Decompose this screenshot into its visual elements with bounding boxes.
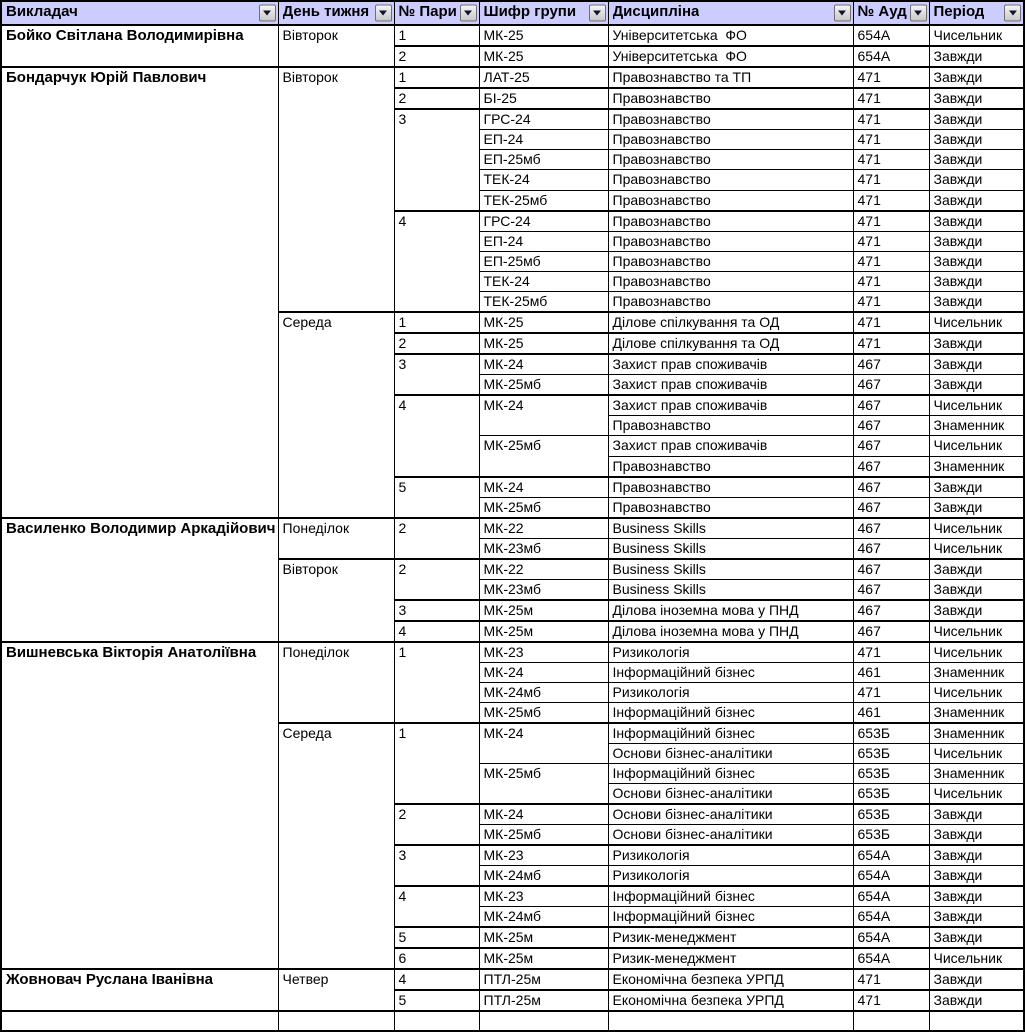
column-header-label: Викладач bbox=[6, 2, 78, 20]
period-cell[interactable]: Чисельник bbox=[929, 642, 1024, 663]
dropdown-arrow-icon bbox=[464, 11, 472, 16]
period-cell[interactable]: Завжди bbox=[929, 190, 1024, 211]
room-cell[interactable]: 471 bbox=[853, 67, 929, 88]
group-code-cell[interactable]: МК-24мб bbox=[479, 682, 608, 702]
period-cell[interactable]: Завжди bbox=[929, 497, 1024, 518]
discipline-cell[interactable]: Business Skills bbox=[608, 559, 853, 580]
discipline-cell[interactable]: Ділова іноземна мова у ПНД bbox=[608, 621, 853, 642]
discipline-cell[interactable]: Інформаційний бізнес bbox=[608, 907, 853, 928]
group-code-cell[interactable]: МК-25мб bbox=[479, 825, 608, 846]
filter-button-period[interactable] bbox=[1004, 5, 1021, 22]
pair-number-cell[interactable]: 2 bbox=[394, 518, 479, 559]
group-code-cell[interactable]: МК-22 bbox=[479, 559, 608, 580]
room-cell[interactable]: 467 bbox=[853, 497, 929, 518]
period-cell[interactable]: Завжди bbox=[929, 600, 1024, 621]
discipline-cell[interactable]: Правознавство bbox=[608, 170, 853, 190]
discipline-cell[interactable]: Правознавство bbox=[608, 292, 853, 313]
group-code-cell[interactable]: МК-24мб bbox=[479, 907, 608, 928]
group-code-cell[interactable]: МК-25 bbox=[479, 312, 608, 333]
pair-number-cell[interactable]: 3 bbox=[394, 600, 479, 621]
room-cell[interactable]: 467 bbox=[853, 456, 929, 477]
room-cell[interactable]: 467 bbox=[853, 621, 929, 642]
group-code-cell[interactable]: МК-25мб bbox=[479, 764, 608, 805]
room-cell[interactable]: 471 bbox=[853, 312, 929, 333]
group-code-cell[interactable]: МК-24 bbox=[479, 804, 608, 825]
room-cell[interactable]: 467 bbox=[853, 395, 929, 416]
room-cell[interactable]: 471 bbox=[853, 130, 929, 150]
period-cell[interactable]: Завжди bbox=[929, 109, 1024, 130]
day-cell[interactable]: Понеділок bbox=[278, 642, 394, 723]
room-cell[interactable]: 471 bbox=[853, 109, 929, 130]
teacher-cell[interactable] bbox=[1, 1011, 278, 1031]
pair-number-cell[interactable]: 1 bbox=[394, 67, 479, 88]
discipline-cell[interactable] bbox=[608, 1011, 853, 1031]
period-cell[interactable]: Чисельник bbox=[929, 25, 1024, 46]
group-code-cell[interactable]: МК-25 bbox=[479, 333, 608, 354]
group-code-cell[interactable]: ЕП-24 bbox=[479, 231, 608, 251]
discipline-cell[interactable]: Правознавство bbox=[608, 456, 853, 477]
room-cell[interactable]: 654А bbox=[853, 845, 929, 866]
room-cell[interactable]: 467 bbox=[853, 518, 929, 539]
room-cell[interactable]: 653Б bbox=[853, 723, 929, 744]
filter-button-group-code[interactable] bbox=[589, 5, 606, 22]
discipline-cell[interactable]: Захист прав споживачів bbox=[608, 375, 853, 396]
column-header-day-of-week[interactable] bbox=[278, 1, 394, 25]
room-cell[interactable]: 471 bbox=[853, 231, 929, 251]
period-cell[interactable]: Завжди bbox=[929, 211, 1024, 232]
discipline-cell[interactable]: Інформаційний бізнес bbox=[608, 723, 853, 744]
room-cell[interactable]: 471 bbox=[853, 170, 929, 190]
room-cell[interactable]: 471 bbox=[853, 190, 929, 211]
pair-number-cell[interactable]: 5 bbox=[394, 477, 479, 518]
group-code-cell[interactable]: МК-23 bbox=[479, 886, 608, 907]
table-row bbox=[1, 67, 1024, 88]
teacher-cell[interactable]: Бойко Світлана Володимирівна bbox=[1, 25, 278, 67]
period-cell[interactable]: Завжди bbox=[929, 559, 1024, 580]
period-cell[interactable]: Завжди bbox=[929, 130, 1024, 150]
period-cell[interactable]: Завжди bbox=[929, 292, 1024, 313]
pair-number-cell[interactable]: 1 bbox=[394, 312, 479, 333]
room-cell[interactable]: 471 bbox=[853, 969, 929, 990]
group-code-cell[interactable]: ЛАТ-25 bbox=[479, 67, 608, 88]
room-cell[interactable]: 467 bbox=[853, 579, 929, 600]
group-code-cell[interactable]: МК-25м bbox=[479, 600, 608, 621]
discipline-cell[interactable]: Правознавство bbox=[608, 130, 853, 150]
day-cell[interactable] bbox=[278, 1011, 394, 1031]
room-cell[interactable]: 467 bbox=[853, 354, 929, 375]
header-row bbox=[1, 1, 1024, 25]
room-cell[interactable]: 467 bbox=[853, 416, 929, 436]
group-code-cell[interactable] bbox=[479, 1011, 608, 1031]
group-code-cell[interactable]: ТЕК-25мб bbox=[479, 292, 608, 313]
discipline-cell[interactable]: Інформаційний бізнес bbox=[608, 662, 853, 682]
dropdown-arrow-icon bbox=[1009, 11, 1017, 16]
group-code-cell[interactable]: ЕП-25мб bbox=[479, 251, 608, 271]
discipline-cell[interactable]: Правознавство bbox=[608, 190, 853, 211]
pair-number-cell[interactable]: 1 bbox=[394, 723, 479, 804]
discipline-cell[interactable]: Основи бізнес-аналітики bbox=[608, 743, 853, 763]
period-cell[interactable]: Знаменник bbox=[929, 456, 1024, 477]
pair-number-cell[interactable]: 1 bbox=[394, 642, 479, 723]
column-header-label: Період bbox=[933, 2, 985, 20]
period-cell[interactable]: Знаменник bbox=[929, 416, 1024, 436]
group-code-cell[interactable]: МК-25м bbox=[479, 621, 608, 642]
period-cell[interactable]: Завжди bbox=[929, 969, 1024, 990]
period-cell[interactable]: Чисельник bbox=[929, 312, 1024, 333]
discipline-cell[interactable]: Захист прав споживачів bbox=[608, 354, 853, 375]
group-code-cell[interactable]: МК-23мб bbox=[479, 579, 608, 600]
pair-number-cell[interactable]: 2 bbox=[394, 333, 479, 354]
room-cell[interactable]: 653Б bbox=[853, 784, 929, 805]
room-cell[interactable]: 471 bbox=[853, 292, 929, 313]
day-cell[interactable]: Четвер bbox=[278, 969, 394, 1011]
discipline-cell[interactable]: Business Skills bbox=[608, 579, 853, 600]
dropdown-arrow-icon bbox=[914, 11, 922, 16]
pair-number-cell[interactable]: 1 bbox=[394, 25, 479, 46]
teacher-cell[interactable]: Жовновач Руслана Іванівна bbox=[1, 969, 278, 1011]
discipline-cell[interactable]: Основи бізнес-аналітики bbox=[608, 804, 853, 825]
group-code-cell[interactable]: МК-24 bbox=[479, 723, 608, 764]
teacher-cell[interactable]: Василенко Володимир Аркадійович bbox=[1, 518, 278, 642]
column-header-room-number[interactable] bbox=[853, 1, 929, 25]
discipline-cell[interactable]: Ризик-менеджмент bbox=[608, 927, 853, 948]
discipline-cell[interactable]: Ділове спілкування та ОД bbox=[608, 333, 853, 354]
day-cell[interactable]: Середа bbox=[278, 312, 394, 517]
table-row bbox=[1, 1011, 1024, 1031]
room-cell[interactable]: 467 bbox=[853, 477, 929, 498]
teacher-cell[interactable]: Бондарчук Юрій Павлович bbox=[1, 67, 278, 518]
discipline-cell[interactable]: Правознавство bbox=[608, 477, 853, 498]
period-cell[interactable]: Чисельник bbox=[929, 621, 1024, 642]
room-cell[interactable]: 471 bbox=[853, 211, 929, 232]
column-header-label: Дисципліна bbox=[612, 2, 700, 20]
period-cell[interactable]: Чисельник bbox=[929, 948, 1024, 969]
discipline-cell[interactable]: Правознавство bbox=[608, 231, 853, 251]
period-cell[interactable]: Чисельник bbox=[929, 395, 1024, 416]
discipline-cell[interactable]: Правознавство bbox=[608, 211, 853, 232]
discipline-cell[interactable]: Ризик-менеджмент bbox=[608, 948, 853, 969]
room-cell[interactable]: 653Б bbox=[853, 825, 929, 846]
group-code-cell[interactable]: МК-25м bbox=[479, 948, 608, 969]
group-code-cell[interactable]: МК-25м bbox=[479, 927, 608, 948]
room-cell[interactable]: 654А bbox=[853, 46, 929, 67]
period-cell[interactable]: Завжди bbox=[929, 67, 1024, 88]
day-cell[interactable]: Вівторок bbox=[278, 25, 394, 67]
period-cell[interactable]: Завжди bbox=[929, 46, 1024, 67]
pair-number-cell[interactable]: 2 bbox=[394, 88, 479, 109]
group-code-cell[interactable]: ТЕК-24 bbox=[479, 170, 608, 190]
period-cell[interactable]: Завжди bbox=[929, 271, 1024, 291]
group-code-cell[interactable]: МК-22 bbox=[479, 518, 608, 539]
column-header-pair-number[interactable] bbox=[394, 1, 479, 25]
period-cell[interactable]: Завжди bbox=[929, 231, 1024, 251]
pair-number-cell[interactable]: 3 bbox=[394, 845, 479, 886]
room-cell[interactable]: 471 bbox=[853, 251, 929, 271]
discipline-cell[interactable]: Правознавство bbox=[608, 109, 853, 130]
group-code-cell[interactable]: МК-25 bbox=[479, 46, 608, 67]
group-code-cell[interactable]: ГРС-24 bbox=[479, 109, 608, 130]
group-code-cell[interactable]: МК-24 bbox=[479, 662, 608, 682]
room-cell[interactable]: 653Б bbox=[853, 764, 929, 784]
period-cell[interactable] bbox=[929, 1011, 1024, 1031]
room-cell[interactable] bbox=[853, 1011, 929, 1031]
period-cell[interactable]: Чисельник bbox=[929, 436, 1024, 456]
period-cell[interactable]: Чисельник bbox=[929, 743, 1024, 763]
period-cell[interactable]: Завжди bbox=[929, 907, 1024, 928]
room-cell[interactable]: 654А bbox=[853, 866, 929, 887]
period-cell[interactable]: Завжди bbox=[929, 251, 1024, 271]
discipline-cell[interactable]: Інформаційний бізнес bbox=[608, 702, 853, 723]
table-row bbox=[1, 518, 1024, 539]
period-cell[interactable]: Завжди bbox=[929, 579, 1024, 600]
day-cell[interactable]: Середа bbox=[278, 723, 394, 969]
discipline-cell[interactable]: Правознавство bbox=[608, 251, 853, 271]
period-cell[interactable]: Завжди bbox=[929, 375, 1024, 396]
group-code-cell[interactable]: ТЕК-25мб bbox=[479, 190, 608, 211]
room-cell[interactable]: 654А bbox=[853, 927, 929, 948]
discipline-cell[interactable]: Ризикологія bbox=[608, 682, 853, 702]
period-cell[interactable]: Завжди bbox=[929, 886, 1024, 907]
group-code-cell[interactable]: МК-25мб bbox=[479, 436, 608, 477]
period-cell[interactable]: Завжди bbox=[929, 927, 1024, 948]
discipline-cell[interactable]: Ризикологія bbox=[608, 642, 853, 663]
pair-number-cell[interactable]: 5 bbox=[394, 990, 479, 1011]
pair-number-cell[interactable]: 3 bbox=[394, 109, 479, 211]
discipline-cell[interactable]: Захист прав споживачів bbox=[608, 436, 853, 456]
group-code-cell[interactable]: МК-25мб bbox=[479, 375, 608, 396]
period-cell[interactable]: Завжди bbox=[929, 170, 1024, 190]
column-header-label: Шифр групи bbox=[483, 2, 577, 20]
room-cell[interactable]: 461 bbox=[853, 662, 929, 682]
period-cell[interactable]: Чисельник bbox=[929, 784, 1024, 805]
pair-number-cell[interactable]: 3 bbox=[394, 354, 479, 395]
period-cell[interactable]: Завжди bbox=[929, 354, 1024, 375]
dropdown-arrow-icon bbox=[838, 11, 846, 16]
period-cell[interactable]: Знаменник bbox=[929, 723, 1024, 744]
discipline-cell[interactable]: Університетська ФО bbox=[608, 25, 853, 46]
room-cell[interactable]: 471 bbox=[853, 333, 929, 354]
room-cell[interactable]: 471 bbox=[853, 990, 929, 1011]
discipline-cell[interactable]: Економічна безпека УРПД bbox=[608, 990, 853, 1011]
discipline-cell[interactable]: Ділове спілкування та ОД bbox=[608, 312, 853, 333]
room-cell[interactable]: 654А bbox=[853, 948, 929, 969]
group-code-cell[interactable]: ТЕК-24 bbox=[479, 271, 608, 291]
discipline-cell[interactable]: Ділова іноземна мова у ПНД bbox=[608, 600, 853, 621]
room-cell[interactable]: 467 bbox=[853, 600, 929, 621]
dropdown-arrow-icon bbox=[379, 11, 387, 16]
table-row bbox=[1, 25, 1024, 46]
group-code-cell[interactable]: ЕП-24 bbox=[479, 130, 608, 150]
group-code-cell[interactable]: МК-23 bbox=[479, 845, 608, 866]
group-code-cell[interactable]: МК-23 bbox=[479, 642, 608, 663]
period-cell[interactable]: Знаменник bbox=[929, 662, 1024, 682]
room-cell[interactable]: 653Б bbox=[853, 804, 929, 825]
period-cell[interactable]: Знаменник bbox=[929, 702, 1024, 723]
filter-button-discipline[interactable] bbox=[834, 5, 851, 22]
room-cell[interactable]: 471 bbox=[853, 642, 929, 663]
column-header-discipline[interactable] bbox=[608, 1, 853, 25]
discipline-cell[interactable]: Основи бізнес-аналітики bbox=[608, 784, 853, 805]
room-cell[interactable]: 467 bbox=[853, 436, 929, 456]
pair-number-cell[interactable]: 2 bbox=[394, 804, 479, 845]
period-cell[interactable]: Завжди bbox=[929, 88, 1024, 109]
pair-number-cell[interactable]: 4 bbox=[394, 969, 479, 990]
group-code-cell[interactable]: ПТЛ-25м bbox=[479, 990, 608, 1011]
day-cell[interactable]: Вівторок bbox=[278, 67, 394, 312]
filter-button-room-number[interactable] bbox=[910, 5, 927, 22]
period-cell[interactable]: Завжди bbox=[929, 804, 1024, 825]
group-code-cell[interactable]: БІ-25 bbox=[479, 88, 608, 109]
room-cell[interactable]: 653Б bbox=[853, 743, 929, 763]
room-cell[interactable]: 654А bbox=[853, 907, 929, 928]
pair-number-cell[interactable]: 4 bbox=[394, 395, 479, 476]
group-code-cell[interactable]: ГРС-24 bbox=[479, 211, 608, 232]
pair-number-cell[interactable]: 6 bbox=[394, 948, 479, 969]
discipline-cell[interactable]: Ризикологія bbox=[608, 845, 853, 866]
period-cell[interactable]: Чисельник bbox=[929, 518, 1024, 539]
column-header-label: № Ауд bbox=[857, 2, 907, 20]
room-cell[interactable]: 467 bbox=[853, 559, 929, 580]
period-cell[interactable]: Завжди bbox=[929, 150, 1024, 170]
group-code-cell[interactable]: МК-24мб bbox=[479, 866, 608, 887]
period-cell[interactable]: Завжди bbox=[929, 333, 1024, 354]
period-cell[interactable]: Завжди bbox=[929, 866, 1024, 887]
period-cell[interactable]: Завжди bbox=[929, 845, 1024, 866]
group-code-cell[interactable]: МК-25мб bbox=[479, 702, 608, 723]
dropdown-arrow-icon bbox=[263, 11, 271, 16]
period-cell[interactable]: Чисельник bbox=[929, 538, 1024, 559]
group-code-cell[interactable]: МК-25 bbox=[479, 25, 608, 46]
discipline-cell[interactable]: Business Skills bbox=[608, 538, 853, 559]
column-header-label: № Пари bbox=[398, 2, 457, 20]
group-code-cell[interactable]: ЕП-25мб bbox=[479, 150, 608, 170]
discipline-cell[interactable]: Правознавство bbox=[608, 88, 853, 109]
dropdown-arrow-icon bbox=[593, 11, 601, 16]
room-cell[interactable]: 471 bbox=[853, 682, 929, 702]
group-code-cell[interactable]: МК-24 bbox=[479, 395, 608, 436]
discipline-cell[interactable]: Захист прав споживачів bbox=[608, 395, 853, 416]
discipline-cell[interactable]: Правознавство bbox=[608, 416, 853, 436]
period-cell[interactable]: Чисельник bbox=[929, 682, 1024, 702]
pair-number-cell[interactable]: 4 bbox=[394, 886, 479, 927]
room-cell[interactable]: 467 bbox=[853, 538, 929, 559]
discipline-cell[interactable]: Економічна безпека УРПД bbox=[608, 969, 853, 990]
discipline-cell[interactable]: Правознавство bbox=[608, 150, 853, 170]
day-cell[interactable]: Понеділок bbox=[278, 518, 394, 559]
pair-number-cell[interactable]: 2 bbox=[394, 46, 479, 67]
discipline-cell[interactable]: Основи бізнес-аналітики bbox=[608, 825, 853, 846]
discipline-cell[interactable]: Інформаційний бізнес bbox=[608, 764, 853, 784]
group-code-cell[interactable]: МК-23мб bbox=[479, 538, 608, 559]
teacher-cell[interactable]: Вишневська Вікторія Анатоліївна bbox=[1, 642, 278, 970]
table-row bbox=[1, 642, 1024, 663]
period-cell[interactable]: Завжди bbox=[929, 825, 1024, 846]
pair-number-cell[interactable]: 5 bbox=[394, 927, 479, 948]
period-cell[interactable]: Знаменник bbox=[929, 764, 1024, 784]
day-cell[interactable]: Вівторок bbox=[278, 559, 394, 642]
pair-number-cell[interactable]: 4 bbox=[394, 211, 479, 313]
group-code-cell[interactable]: МК-25мб bbox=[479, 497, 608, 518]
period-cell[interactable]: Завжди bbox=[929, 990, 1024, 1011]
group-code-cell[interactable]: МК-24 bbox=[479, 354, 608, 375]
column-header-group-code[interactable] bbox=[479, 1, 608, 25]
table-row bbox=[1, 969, 1024, 990]
room-cell[interactable]: 471 bbox=[853, 150, 929, 170]
discipline-cell[interactable]: Університетська ФО bbox=[608, 46, 853, 67]
filter-button-pair-number[interactable] bbox=[460, 5, 477, 22]
room-cell[interactable]: 471 bbox=[853, 271, 929, 291]
room-cell[interactable]: 461 bbox=[853, 702, 929, 723]
discipline-cell[interactable]: Інформаційний бізнес bbox=[608, 886, 853, 907]
group-code-cell[interactable]: ПТЛ-25м bbox=[479, 969, 608, 990]
room-cell[interactable]: 471 bbox=[853, 88, 929, 109]
filter-button-teacher[interactable] bbox=[259, 5, 276, 22]
column-header-label: День тижня bbox=[282, 2, 370, 20]
filter-button-day-of-week[interactable] bbox=[375, 5, 392, 22]
discipline-cell[interactable]: Business Skills bbox=[608, 518, 853, 539]
pair-number-cell[interactable]: 4 bbox=[394, 621, 479, 642]
discipline-cell[interactable]: Правознавство bbox=[608, 271, 853, 291]
pair-number-cell[interactable]: 2 bbox=[394, 559, 479, 600]
column-header-teacher[interactable] bbox=[1, 1, 278, 25]
room-cell[interactable]: 654А bbox=[853, 25, 929, 46]
pair-number-cell[interactable] bbox=[394, 1011, 479, 1031]
period-cell[interactable]: Завжди bbox=[929, 477, 1024, 498]
room-cell[interactable]: 654А bbox=[853, 886, 929, 907]
discipline-cell[interactable]: Правознавство та ТП bbox=[608, 67, 853, 88]
room-cell[interactable]: 467 bbox=[853, 375, 929, 396]
group-code-cell[interactable]: МК-24 bbox=[479, 477, 608, 498]
discipline-cell[interactable]: Правознавство bbox=[608, 497, 853, 518]
column-header-period[interactable] bbox=[929, 1, 1024, 25]
discipline-cell[interactable]: Ризикологія bbox=[608, 866, 853, 887]
